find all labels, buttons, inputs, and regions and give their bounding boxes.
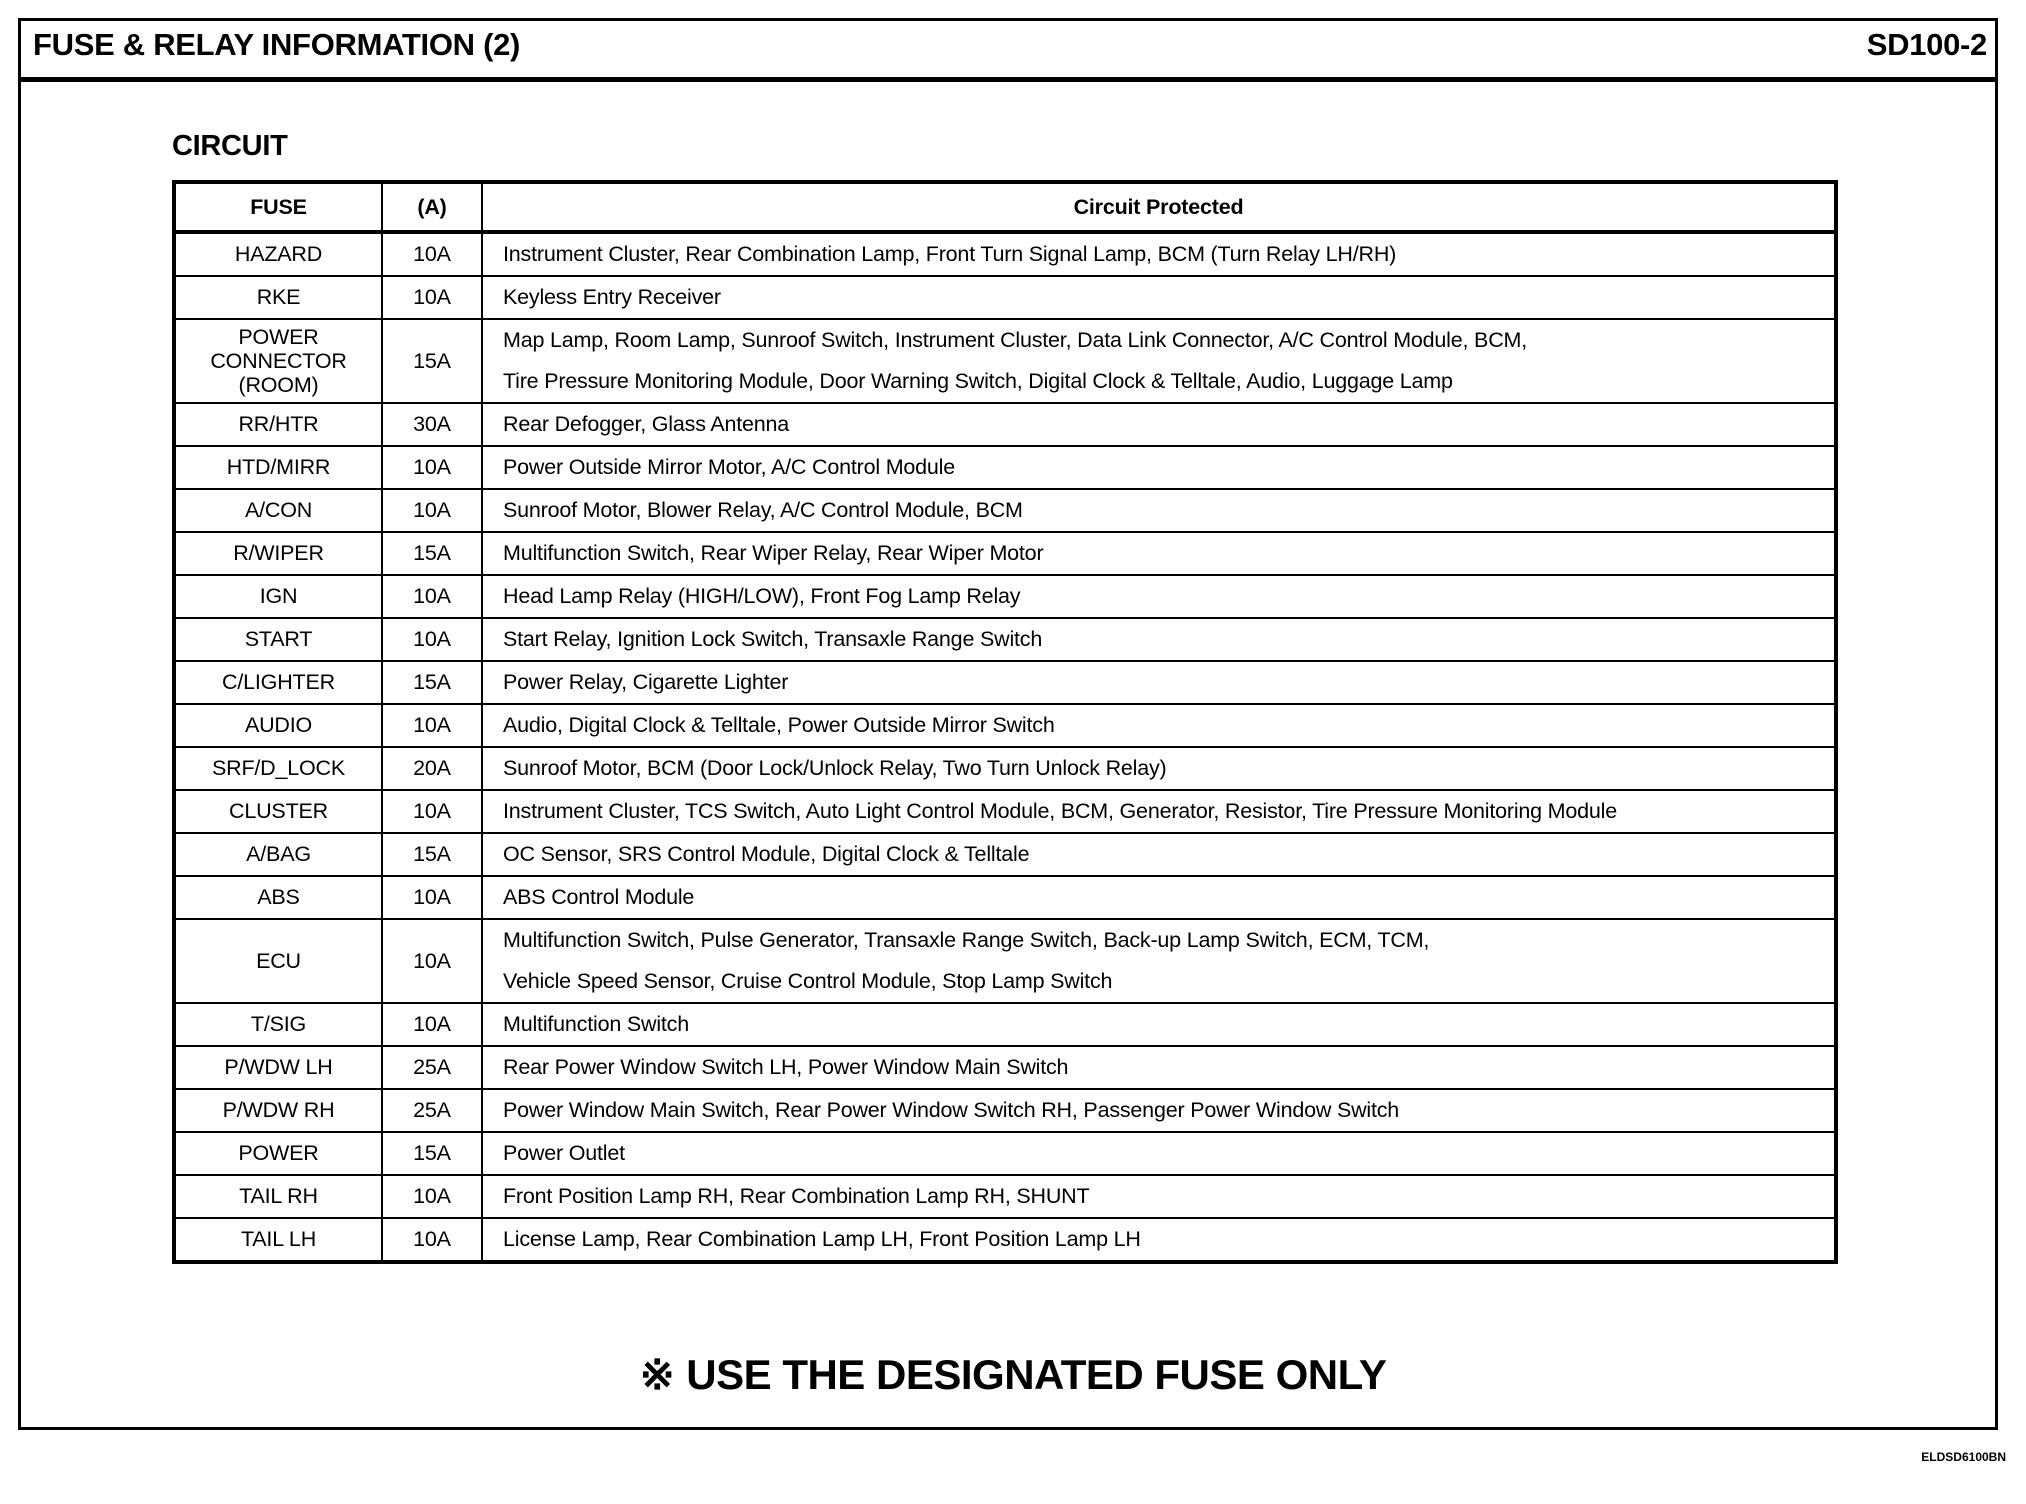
circuit-protected-line: Power Relay, Cigarette Lighter: [503, 670, 789, 694]
section-label: CIRCUIT: [172, 130, 288, 162]
table-row: [174, 1046, 1836, 1089]
table-row: [174, 790, 1836, 833]
table-row: [174, 876, 1836, 919]
table-row: [174, 319, 1836, 403]
circuit-protected-line: Instrument Cluster, Rear Combination Lamp, Front Turn Signal Lamp, BCM (Turn Relay LH/RH): [503, 242, 1397, 266]
fuse-amperage-cell: 10A: [382, 575, 482, 618]
fuse-amperage-cell: 10A: [382, 704, 482, 747]
page-title: FUSE & RELAY INFORMATION (2): [33, 27, 521, 62]
circuit-protected-cell: [482, 1089, 1836, 1132]
circuit-protected-cell: [482, 1175, 1836, 1218]
circuit-protected-cell: [482, 532, 1836, 575]
fuse-name-cell: CLUSTER: [174, 790, 382, 833]
column-header-fuse: FUSE: [174, 182, 382, 232]
reference-mark-icon: ※: [639, 1351, 675, 1398]
table-row: [174, 919, 1836, 1003]
circuit-protected-cell: [482, 319, 1836, 403]
circuit-protected-cell: [482, 747, 1836, 790]
column-header-circuit-protected: Circuit Protected: [482, 182, 1836, 232]
circuit-protected-line: OC Sensor, SRS Control Module, Digital Clock & Telltale: [503, 842, 1030, 866]
table-row: [174, 489, 1836, 532]
circuit-protected-line: Audio, Digital Clock & Telltale, Power Outside Mirror Switch: [503, 713, 1055, 737]
fuse-amperage-cell: 10A: [382, 1218, 482, 1262]
circuit-protected-cell: [482, 919, 1836, 1003]
circuit-protected-line: Power Outside Mirror Motor, A/C Control Module: [503, 455, 956, 479]
fuse-amperage-cell: 10A: [382, 618, 482, 661]
fuse-warning-note: [0, 1350, 2026, 1399]
fuse-amperage-cell: 10A: [382, 876, 482, 919]
circuit-protected-cell: [482, 1218, 1836, 1262]
fuse-name-cell: A/CON: [174, 489, 382, 532]
circuit-protected-cell: [482, 1003, 1836, 1046]
fuse-table-body: [174, 232, 1836, 1262]
circuit-protected-line: Multifunction Switch, Rear Wiper Relay, Rear Wiper Motor: [503, 541, 1044, 565]
table-row: [174, 532, 1836, 575]
circuit-protected-line: Sunroof Motor, BCM (Door Lock/Unlock Relay, Two Turn Unlock Relay): [503, 756, 1167, 780]
circuit-protected-cell: [482, 276, 1836, 319]
fuse-name-cell: P/WDW LH: [174, 1046, 382, 1089]
circuit-protected-cell: [482, 833, 1836, 876]
fuse-name-cell: SRF/D_LOCK: [174, 747, 382, 790]
circuit-protected-line: Multifunction Switch: [503, 1012, 689, 1036]
fuse-amperage-cell: 25A: [382, 1046, 482, 1089]
fuse-name-cell: T/SIG: [174, 1003, 382, 1046]
fuse-amperage-cell: 10A: [382, 276, 482, 319]
circuit-protected-line: Instrument Cluster, TCS Switch, Auto Light Control Module, BCM, Generator, Resistor, Tire Pressure Monitoring Module: [503, 799, 1618, 823]
circuit-protected-line: Multifunction Switch, Pulse Generator, Transaxle Range Switch, Back-up Lamp Switch, ECM, TCM,: [503, 928, 1430, 952]
circuit-protected-line: Power Window Main Switch, Rear Power Window Switch RH, Passenger Power Window Switch: [503, 1098, 1400, 1122]
circuit-protected-line: ABS Control Module: [503, 885, 695, 909]
fuse-name-cell: RKE: [174, 276, 382, 319]
circuit-protected-line: License Lamp, Rear Combination Lamp LH, Front Position Lamp LH: [503, 1227, 1141, 1251]
fuse-name-cell: HTD/MIRR: [174, 446, 382, 489]
fuse-name-cell: AUDIO: [174, 704, 382, 747]
fuse-amperage-cell: 15A: [382, 1132, 482, 1175]
page-code: SD100-2: [1866, 27, 1987, 62]
table-row: [174, 403, 1836, 446]
fuse-name-cell: R/WIPER: [174, 532, 382, 575]
circuit-protected-line: Rear Defogger, Glass Antenna: [503, 412, 790, 436]
circuit-protected-cell: [482, 661, 1836, 704]
fuse-warning-text: USE THE DESIGNATED FUSE ONLY: [686, 1351, 1387, 1398]
fuse-amperage-cell: 10A: [382, 1003, 482, 1046]
table-row: [174, 618, 1836, 661]
fuse-amperage-cell: 25A: [382, 1089, 482, 1132]
fuse-name-cell: HAZARD: [174, 232, 382, 276]
fuse-name-cell: ECU: [174, 919, 382, 1003]
table-row: [174, 1089, 1836, 1132]
fuse-name-cell: POWER: [174, 1132, 382, 1175]
fuse-amperage-cell: 15A: [382, 532, 482, 575]
circuit-protected-cell: [482, 704, 1836, 747]
column-header-amperage: (A): [382, 182, 482, 232]
fuse-name-cell: TAIL LH: [174, 1218, 382, 1262]
circuit-protected-cell: [482, 790, 1836, 833]
table-row: [174, 1218, 1836, 1262]
fuse-name-cell: IGN: [174, 575, 382, 618]
circuit-protected-cell: [482, 403, 1836, 446]
circuit-protected-cell: [482, 876, 1836, 919]
table-header-row: [174, 182, 1836, 232]
table-row: [174, 276, 1836, 319]
fuse-name-cell: TAIL RH: [174, 1175, 382, 1218]
table-row: [174, 661, 1836, 704]
fuse-amperage-cell: 15A: [382, 661, 482, 704]
fuse-name-cell: ABS: [174, 876, 382, 919]
circuit-protected-cell: [482, 618, 1836, 661]
fuse-name-cell: P/WDW RH: [174, 1089, 382, 1132]
circuit-protected-line: Map Lamp, Room Lamp, Sunroof Switch, Instrument Cluster, Data Link Connector, A/C Control Module, BCM,: [503, 328, 1528, 352]
circuit-protected-cell: [482, 1132, 1836, 1175]
circuit-protected-cell: [482, 575, 1836, 618]
fuse-amperage-cell: 10A: [382, 446, 482, 489]
fuse-amperage-cell: 10A: [382, 1175, 482, 1218]
circuit-protected-line: Keyless Entry Receiver: [503, 285, 721, 309]
circuit-protected-line: Sunroof Motor, Blower Relay, A/C Control Module, BCM: [503, 498, 1023, 522]
fuse-amperage-cell: 15A: [382, 319, 482, 403]
table-row: [174, 1003, 1836, 1046]
document-code: ELDSD6100BN: [1921, 1450, 2006, 1464]
fuse-amperage-cell: 10A: [382, 489, 482, 532]
table-row: [174, 232, 1836, 276]
table-row: [174, 704, 1836, 747]
fuse-name-cell: A/BAG: [174, 833, 382, 876]
table-row: [174, 1132, 1836, 1175]
fuse-amperage-cell: 20A: [382, 747, 482, 790]
circuit-protected-line: Rear Power Window Switch LH, Power Window Main Switch: [503, 1055, 1069, 1079]
circuit-protected-line: Start Relay, Ignition Lock Switch, Transaxle Range Switch: [503, 627, 1043, 651]
fuse-amperage-cell: 10A: [382, 919, 482, 1003]
fuse-amperage-cell: 30A: [382, 403, 482, 446]
fuse-amperage-cell: 10A: [382, 790, 482, 833]
fuse-table: [172, 180, 1838, 1264]
fuse-name-cell: START: [174, 618, 382, 661]
table-row: [174, 1175, 1836, 1218]
circuit-protected-cell: [482, 489, 1836, 532]
circuit-protected-line: Tire Pressure Monitoring Module, Door Warning Switch, Digital Clock & Telltale, Audio, Luggage Lamp: [503, 369, 1453, 393]
fuse-amperage-cell: 10A: [382, 232, 482, 276]
table-row: [174, 575, 1836, 618]
fuse-name-cell: RR/HTR: [174, 403, 382, 446]
fuse-name-cell: C/LIGHTER: [174, 661, 382, 704]
fuse-name-cell: POWER CONNECTOR (ROOM): [174, 319, 382, 403]
page-header: [21, 21, 1995, 82]
circuit-protected-cell: [482, 1046, 1836, 1089]
table-row: [174, 446, 1836, 489]
table-row: [174, 833, 1836, 876]
table-row: [174, 747, 1836, 790]
circuit-protected-line: Head Lamp Relay (HIGH/LOW), Front Fog Lamp Relay: [503, 584, 1021, 608]
circuit-protected-line: Front Position Lamp RH, Rear Combination Lamp RH, SHUNT: [503, 1184, 1090, 1208]
circuit-protected-cell: [482, 232, 1836, 276]
circuit-protected-cell: [482, 446, 1836, 489]
fuse-amperage-cell: 15A: [382, 833, 482, 876]
circuit-protected-line: Power Outlet: [503, 1141, 625, 1165]
circuit-protected-line: Vehicle Speed Sensor, Cruise Control Module, Stop Lamp Switch: [503, 969, 1113, 993]
